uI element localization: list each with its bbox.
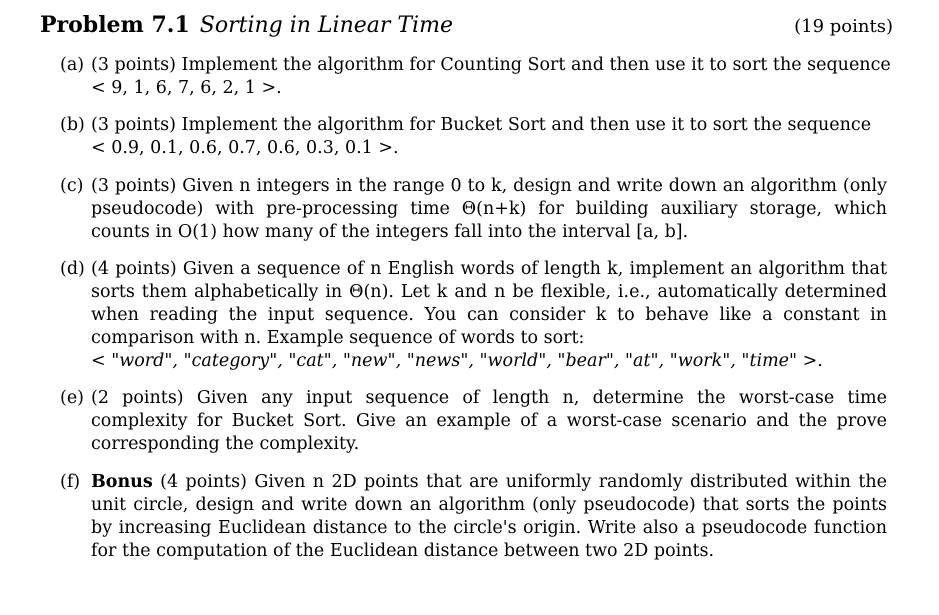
subproblem-label: (b) xyxy=(60,115,85,135)
input-sequence: < 9, 1, 6, 7, 6, 2, 1 >. xyxy=(91,78,282,98)
subproblem-e xyxy=(40,387,899,456)
subproblem-label: (f) xyxy=(60,472,81,492)
subproblem-text-body: (4 points) Given n 2D points that are uniformly randomly distributed within the unit circle, design and write down an algorithm (only pseudocode) that sorts the points by increasing Euclidean distance to the circle's origin. Write also a pseudocode function for the computation of the Euclidean distance between two 2D points. xyxy=(91,472,887,561)
subproblem-body xyxy=(91,114,887,160)
subproblem-text: (3 points) Implement the algorithm for Counting Sort and then use it to sort the sequence xyxy=(91,55,891,75)
subproblem-b xyxy=(40,114,899,160)
problem-header xyxy=(40,12,899,48)
subproblem-body xyxy=(91,175,887,244)
subproblem-label: (c) xyxy=(60,176,84,196)
subproblem-body xyxy=(91,471,887,563)
subproblem-label: (e) xyxy=(60,388,85,408)
subproblem-text: (2 points) Given any input sequence of length n, determine the worst-case time complexity for Bucket Sort. Give an example of a worst-case scenario and the prove corresponding the complexity. xyxy=(91,388,887,454)
subproblem-body xyxy=(91,258,887,373)
bonus-label: Bonus xyxy=(91,472,153,492)
subproblem-text: (4 points) Given a sequence of n English words of length k, implement an algorithm that sorts them alphabetically in Θ(n). Let k and n be flexible, i.e., automatically determined when reading the input sequence. You can consider k to behave like a constant in comparison with n. Example sequence of words to sort: xyxy=(91,259,887,348)
subproblem-c xyxy=(40,175,899,244)
subproblem-d xyxy=(40,258,899,373)
subproblem-label: (d) xyxy=(60,259,85,279)
input-sequence: < 0.9, 0.1, 0.6, 0.7, 0.6, 0.3, 0.1 >. xyxy=(91,138,399,158)
subproblem-text: (3 points) Implement the algorithm for Bucket Sort and then use it to sort the sequence xyxy=(91,115,872,135)
subproblem-text xyxy=(91,471,887,563)
subproblem-a xyxy=(40,54,899,100)
subproblem-text: (3 points) Given n integers in the range 0 to k, design and write down an algorithm (only pseudocode) with pre-processing time Θ(n+k) for building auxiliary storage, which counts in O(1) how many of the integers fall into the interval [a, b]. xyxy=(91,176,887,242)
problem-heading xyxy=(40,12,453,38)
problem-title: Sorting in Linear Time xyxy=(199,13,453,38)
subproblem-body xyxy=(91,387,887,456)
word-sequence: < "word", "category", "cat", "new", "news", "world", "bear", "at", "work", "time" >. xyxy=(91,351,823,371)
problem-points: (19 points) xyxy=(794,16,893,37)
subproblem-body xyxy=(91,54,891,100)
subproblem-label: (a) xyxy=(60,55,85,75)
subproblem-f xyxy=(40,471,899,563)
problem-label: Problem 7.1 xyxy=(40,12,190,38)
